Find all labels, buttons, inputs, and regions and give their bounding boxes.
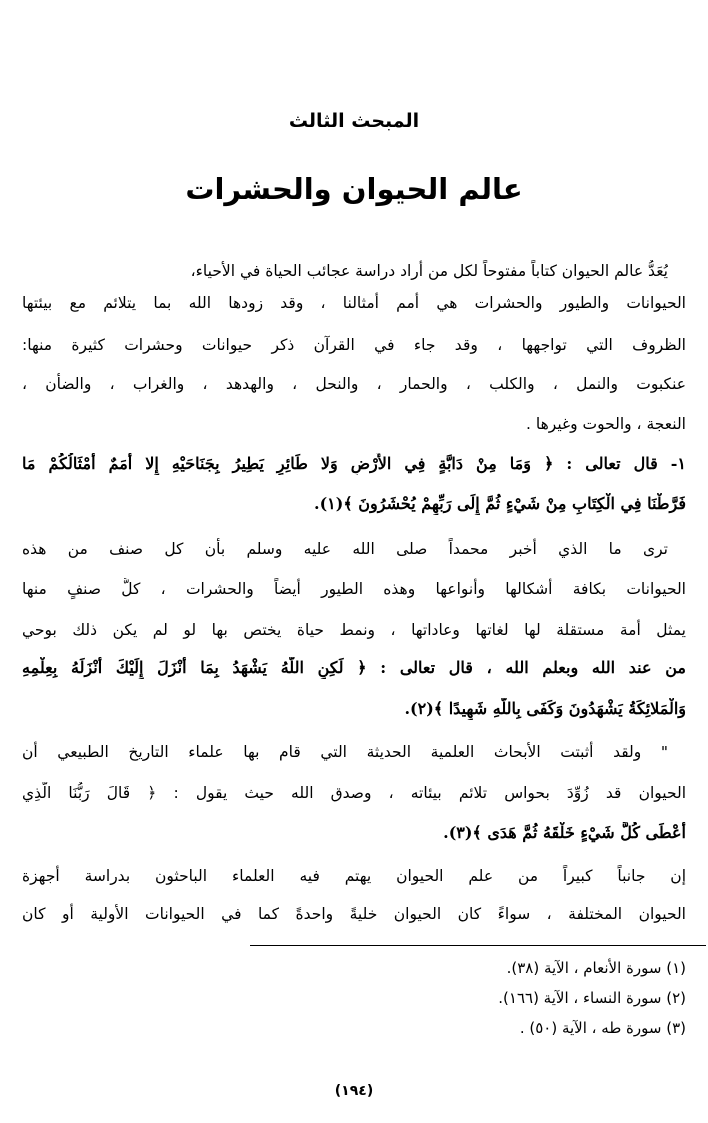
quran-verse-line: ١- قال تعالى : ﴿ وَمَا مِنْ دَابَّةٍ فِي الأَرْضِ وَلا طَائِرٍ يَطِيرُ بِجَنَاحَيْهِ إِلا أُمَمٌ أَمْثَالُكُمْ مَا [22, 454, 686, 473]
chapter-title: عالم الحيوان والحشرات [185, 172, 523, 206]
body-line: الحيوان المختلفة ، سواءً كان الحيوان خليةً واحدةً كما في الحيوانات الأولية أو كان [22, 905, 686, 923]
footnote: (١) سورة الأنعام ، الآية (٣٨). [506, 959, 686, 977]
body-line: الظروف التي تواجهها ، وقد جاء في القرآن ذكر حيوانات وحشرات كثيرة منها: [22, 336, 686, 354]
body-line: الحيوانات والطيور والحشرات هي أمم أمثالنا ، وقد زودها الله بما يتلائم مع بيئتها [22, 294, 686, 312]
footnote: (٣) سورة طه ، الآية (٥٠) . [519, 1019, 686, 1037]
section-heading: المبحث الثالث [288, 110, 420, 132]
body-line: يمثل أمة مستقلة لها لغاتها وعاداتها ، ونمط حياة يختص بها لو لم يكن ذلك بوحي [22, 621, 686, 639]
footnote: (٢) سورة النساء ، الآية (١٦٦). [498, 989, 686, 1007]
body-line: إن جانباً كبيراً من علم الحيوان يهتم فيه العلماء الباحثون بدراسة أجهزة [22, 867, 686, 885]
body-line: النعجة ، والحوت وغيرها . [526, 415, 686, 433]
body-line: عنكبوت والنمل ، والكلب ، والحمار ، والنحل ، والهدهد ، والغراب ، والضأن ، [22, 375, 686, 393]
quran-verse-line: فَرَّطْنَا فِي الْكِتَابِ مِنْ شَيْءٍ ثُمَّ إِلَى رَبِّهِمْ يُحْشَرُونَ ﴾(١). [314, 494, 686, 513]
page-number: (١٩٤) [334, 1083, 374, 1099]
quran-verse-line: من عند الله وبعلم الله ، قال تعالى : ﴿ لَكِنِ اللَّهُ يَشْهَدُ بِمَا أَنْزَلَ إِلَيْكَ أَنْزَلَهُ بِعِلْمِهِ [22, 658, 686, 677]
body-line: ترى ما الذي أخبر محمداً صلى الله عليه وسلم بأن كل صنف من هذه [22, 540, 668, 558]
footnote-divider [250, 945, 706, 946]
body-line: " ولقد أثبتت الأبحاث العلمية الحديثة التي قام بها علماء التاريخ الطبيعي أن [22, 743, 668, 761]
body-line: يُعَدُّ عالم الحيوان كتاباً مفتوحاً لكل من أراد دراسة عجائب الحياة في الأحياء، [190, 262, 668, 280]
body-line: الحيوانات بكافة أشكالها وأنواعها وهذه الطيور أيضاً والحشرات ، كلُّ صنفٍ منها [22, 580, 686, 598]
quran-verse-line: أَعْطَى كُلَّ شَيْءٍ خَلْقَهُ ثُمَّ هَدَى ﴾(٣). [443, 823, 686, 842]
quran-verse-line: وَالْمَلائِكَةُ يَشْهَدُونَ وَكَفَى بِاللَّهِ شَهِيدًا ﴾(٢). [404, 699, 686, 718]
body-line: الحيوان قد زُوِّدَ بحواس تلائم بيئاته ، وصدق الله حيث يقول : ﴿ قَالَ رَبُّنَا الَّذِي [22, 784, 686, 802]
